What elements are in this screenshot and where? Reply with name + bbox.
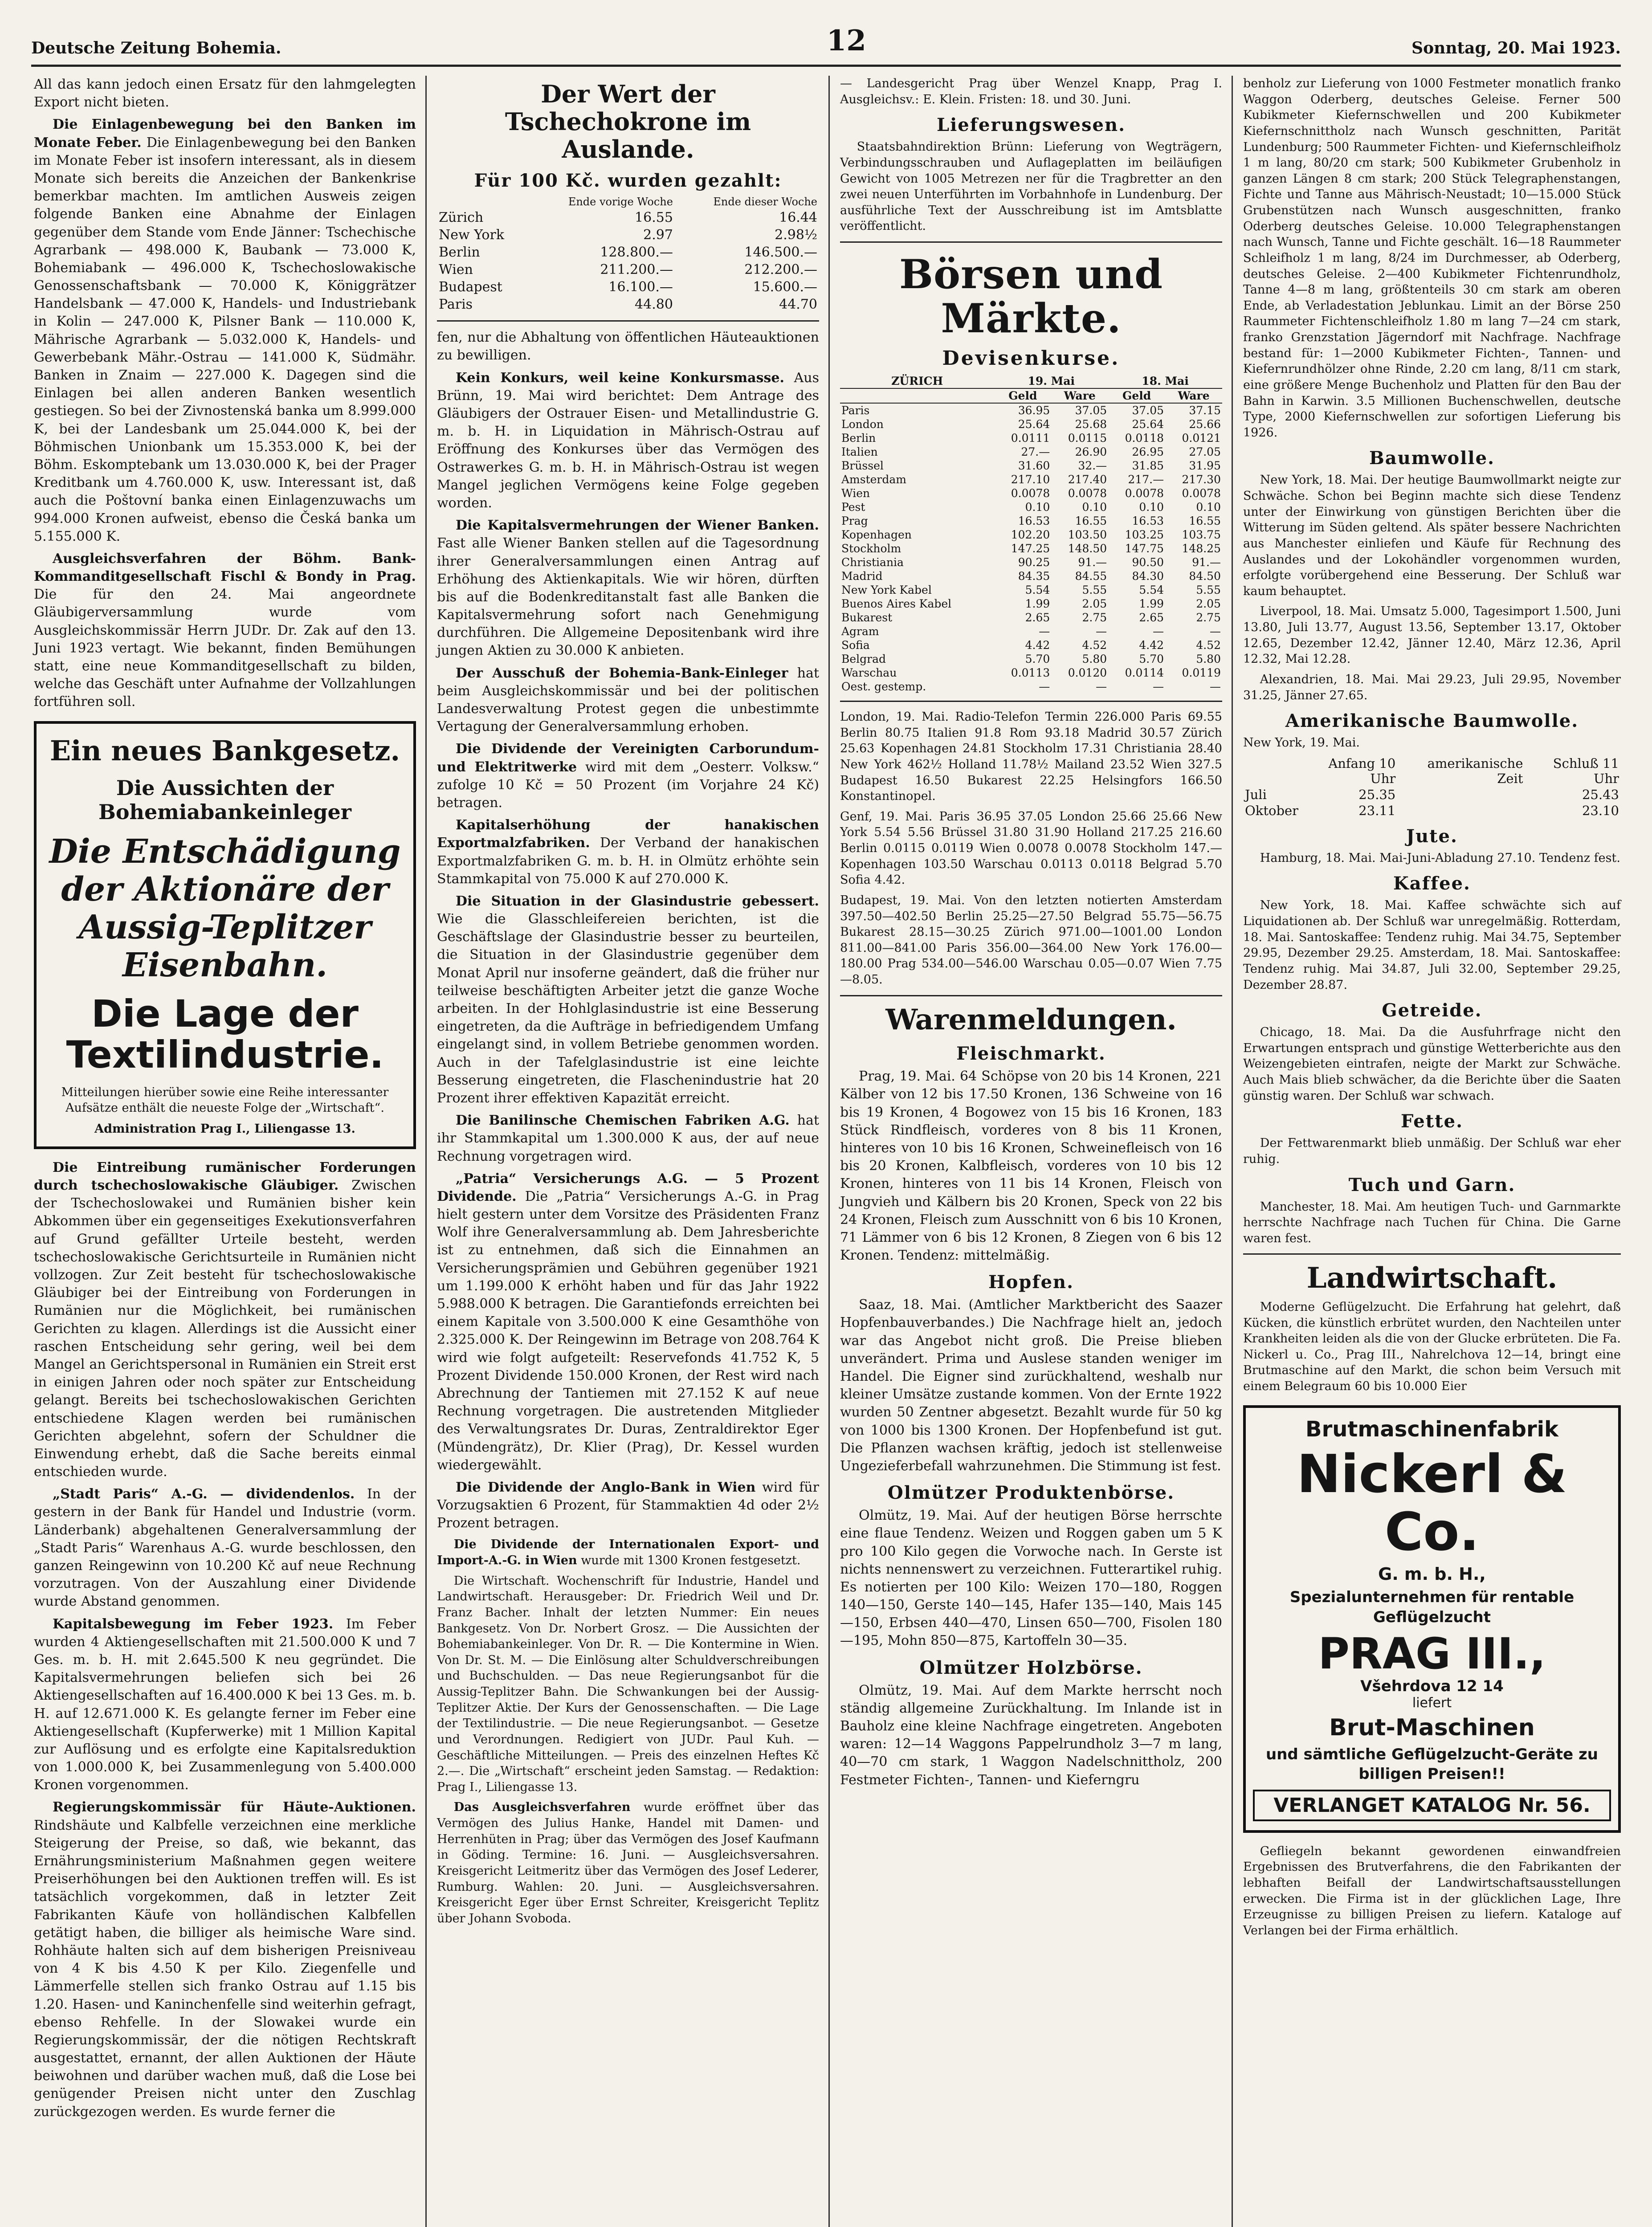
table-row: Berlin 0.0111 0.0115 0.0118 0.0121 bbox=[841, 432, 1221, 445]
article-body: wird für Vorzugsaktien 6 Prozent, für Stammaktien 4d oder 2½ Prozent betragen. bbox=[437, 1479, 819, 1531]
ad-company-name: Nickerl & Co. bbox=[1297, 1443, 1567, 1562]
table-row: Brüssel 31.60 32.— 31.85 31.95 bbox=[841, 459, 1221, 472]
article-holz: Olmütz, 19. Mai. Auf dem Markte herrscht noch ständig allgemeine Zurückhaltung. Im Inlande ist in Bauholz eine kleine Nachfrage eingetreten. Angeboten waren: 12—14 Waggons Pappelrundholz 3—7 m lang, 40—70 cm stark, 1 Waggon Nadelschnittholz, 200 Festmeter Fichten-, Tannen- und Kieferngru bbox=[840, 1682, 1222, 1788]
article-haeute bbox=[34, 1799, 416, 2121]
table-row: Madrid 84.35 84.55 84.30 84.50 bbox=[841, 570, 1221, 583]
ad-headline: Ein neues Bankgesetz. bbox=[49, 734, 400, 767]
ad-city: PRAG III., bbox=[1318, 1628, 1546, 1679]
ad-product: Brut-Maschinen bbox=[1329, 1714, 1535, 1742]
table-row: Belgrad 5.70 5.80 5.70 5.80 bbox=[841, 653, 1221, 665]
subheading-fleisch: Fleischmarkt. bbox=[956, 1043, 1106, 1065]
article-body: Rindshäute und Kalbfelle verzeichnen eine merkliche Steigerung der Preise, so daß, wie bekannt, das Ernährungsministerium Maßnahmen gegen weitere Preiserhöhungen bei den Auktionen treffen will. Es ist tatsächlich vorgekommen, daß in letzter Zeit Fabrikanten Käufe von holländischen Kalbfellen getätigt haben, die billiger als heimische Ware sind. Rohhäute halten sich auf dem bisherigen Preisniveau von 4 K bis 4.50 K per Kilo. Ziegenfelle und Lämmerfelle stellen sich franko Ostrau auf 1.15 bis 1.20. Hasen- und Kaninchenfelle sind weiterhin gefragt, ebenso Rehfelle. In der Slowakei wurde ein Regierungskommissär, der die nötigen Rechtskraft ausgestattet, ernannt, der allen Auktionen der Häute beiwohnen und darüber wachen muß, daß die Lose bei genügender Preisen nicht unter den Zuschlag zurückgezogen werden. Es wurde ferner die bbox=[34, 1817, 416, 2120]
issue-date: Sonntag, 20. Mai 1923. bbox=[1411, 39, 1621, 57]
article-body: hat ihr Stammkapital um 1.300.000 K aus, der auf neue Rechnung vorgetragen wird. bbox=[437, 1113, 819, 1164]
table-row: New York 2.97 2.98½ bbox=[439, 227, 817, 243]
article-title: Die Dividende der Internationalen Export- und Import-A.-G. in Wien bbox=[437, 1538, 819, 1568]
ad-address: Administration Prag I., Liliengasse 13. bbox=[94, 1122, 355, 1136]
devisen-heading: Devisenkurse. bbox=[942, 347, 1120, 370]
article-einlagen bbox=[34, 116, 416, 546]
subheading-tuch: Tuch und Garn. bbox=[1348, 1174, 1516, 1195]
ad-line: Die Aussichten der Bohemiabankeinleger bbox=[98, 775, 352, 824]
table-row: Buenos Aires Kabel 1.99 2.05 1.99 2.05 bbox=[841, 597, 1221, 610]
krone-col-header: Ende dieser Woche bbox=[713, 196, 817, 208]
krone-table-subtitle: Für 100 Kč. wurden gezahlt: bbox=[474, 170, 782, 192]
devisen-place: ZÜRICH bbox=[840, 374, 994, 388]
devisen-date: 19. Mai bbox=[994, 374, 1108, 388]
article-title: Die Kapitalsvermehrungen der Wiener Banken. bbox=[456, 518, 819, 534]
article-patria bbox=[437, 1170, 819, 1474]
article-title: Die Dividende der Anglo-Bank in Wien bbox=[456, 1479, 756, 1495]
divider bbox=[1243, 1253, 1621, 1255]
article-getreide: Chicago, 18. Mai. Da die Ausfuhrfrage nicht den Erwartungen entsprach und günstige Wetterberichte aus den Weizengebieten eintrafen, neigte der Markt zur Schwäche. Auch Mais blieb schwächer, da die Berichte über die Saaten günstig waren. Der Schluß war schwach. bbox=[1243, 1025, 1621, 1103]
table-row: Sofia 4.42 4.52 4.42 4.52 bbox=[841, 639, 1221, 652]
article-body: Wie die Glasschleifereien berichten, ist die Geschäftslage der Glasindustrie besser zu beurteilen, die Situation in der Glasindustrie gegenüber dem Monat April nur insoferne geändert, daß die früher nur teilweise beschäftigten Arbeiter jetzt die ganze Woche arbeiten. In der Hohlglasindustrie ist eine Besserung eingetreten, da die Aufträge in befriedigendem Umfang eingelangt sind, in vollem Betriebe genommen worden. Auch in der Tafelglasindustrie ist eine leichte Besserung eingetreten, die Flaschenindustrie hat 20 Prozent ihrer effektiven Kapazität erreicht. bbox=[437, 911, 819, 1106]
devisen-table: ZÜRICH 19. Mai 18. Mai Geld Ware Geld Ware Paris 36.95 37.05 37.05 37.15 London 25.64 25.68 25.64 25.66 Berlin 0.0111 0.0115 0.0118 0.0121 Italien 27.— 26.90 26.95 27.05 Brüssel 31.60 32.— 31.85 31.95 Amsterdam 217.10 217.40 217.— 217.30 Wien 0.0078 0.0078 0.0078 0.0078 Pest 0.10 0.10 0.10 0.10 Prag 16.53 16.55 16.53 16.55 Kopenhagen 102.20 103.50 103.25 103.75 Stockholm 147.25 148.50 147.75 148.25 Christiania 90.25 91.— 90.50 91.— Madrid 84.35 84.55 84.30 84.50 New York Kabel 5.54 5.55 5.54 5.55 Buenos Aires Kabel 1.99 2.05 1.99 2.05 Bukarest 2.65 2.75 2.65 2.75 Agram — — — — Sofia 4.42 4.52 4.42 4.52 Belgrad 5.70 5.80 5.70 5.80 Warschau 0.0113 0.0120 0.0114 0.0119 Oest. gestemp. — — — — bbox=[840, 374, 1222, 693]
article-body: hat beim Ausgleichskommissär und bei der politischen Landesverwaltung Protest gegen die unbestimmte Vertagung der Generalversammlung erhoben. bbox=[437, 665, 819, 735]
subheading-baumwolle: Baumwolle. bbox=[1369, 448, 1495, 469]
article-wirtschaft: Die Wirtschaft. Wochenschrift für Industrie, Handel und Landwirtschaft. Herausgeber: Dr. Friedrich Weil und Dr. Franz Bacher. Inhalt der letzten Nummer: Ein neues Bankgesetz. Von Dr. Norbert Grosz. — Die Aussichten der Bohemiabankeinleger. Von Dr. R. — Die Kontermine in Wien. Von Dr. St. M. — Die Einlösung alter Schuldverschreibungen und Buchschulden. — Das neue Regierungsanbot für die Aussig-Teplitzer Bahn. Die Schwankungen bei der Aussig-Teplitzer Aktie. Der Kurs der Genossenschaften. — Die Lage der Textilindustrie. — Die neue Regierungsanbot. — Gesetze und Verordnungen. Redigiert von JUDr. Paul Kuh. — Geschäftliche Mitteilungen. — Preis des einzelnen Heftes Kč 2.—. Die „Wirtschaft“ erscheint jeden Samstag. — Redaktion: Prag I., Liliengasse 13. bbox=[437, 1574, 819, 1794]
article-fleisch: Prag, 19. Mai. 64 Schöpse von 20 bis 14 Kronen, 221 Kälber von 12 bis 17.50 Kronen, 136 Schweine von 16 bis 19 Kronen, 4 Bogowez von 15 bis 16 Kronen, 183 Stück Rindfleisch, vorderes von 8 bis 11 Kronen, hinteres von 10 bis 16 Kronen, Schweinefleisch von 16 bis 20 Kronen, Kalbfleisch, vorderes von 10 bis 12 Kronen, hinteres von 11 bis 14 Kronen, Fleisch von Jungvieh und Kälbern bis 20 Kronen, Speck von 22 bis 24 Kronen, Fleisch zum Ausschnitt von 6 bis 10 Kronen, 71 Lämmer von 6 bis 12 Kronen, 8 Ziegen von 6 bis 12 Kronen. Tendenz: mittelmäßig. bbox=[840, 1069, 1222, 1264]
krone-table-title: Der Wert der Tschechokrone im Auslande. bbox=[505, 80, 751, 164]
article-body: Der Verband der hanakischen Exportmalzfabriken G. m. b. H. in Olmütz erhöhte sein Stammkapital von 75.000 K auf 270.000 K. bbox=[437, 835, 819, 887]
divider bbox=[840, 701, 1222, 702]
ad-line: und sämtliche Geflügelzucht-Geräte zu billigen Preisen!! bbox=[1266, 1746, 1598, 1783]
subheading-getreide: Getreide. bbox=[1382, 1000, 1482, 1021]
table-row: Bukarest 2.65 2.75 2.65 2.75 bbox=[841, 611, 1221, 624]
article-title: Kein Konkurs, weil keine Konkursmasse. bbox=[456, 370, 784, 386]
article-hopfen: Saaz, 18. Mai. (Amtlicher Marktbericht des Saazer Hopfenbauverbandes.) Die Nachfrage hielt an, jedoch war das Angebot nicht groß. Die Preise blieben unverändert. Prima und Auslese standen weniger im Handel. Die Eigner sind zurückhaltend, weshalb nur kleiner Umsätze zustande kommen. Von der Ernte 1922 wurden 50 Zentner abgesetzt. Bezahlt wurde für 50 kg von 1000 bis 1300 Kronen. Der Hopfenbefund ist gut. Die Pflanzen wachsen kräftig, jedoch ist stellenweise Ungezieferbefall wahrzunehmen. Die Stimmung ist fest. bbox=[840, 1297, 1222, 1474]
article-title: Die Einlagenbewegung bei den Banken im Monate Feber. bbox=[34, 117, 416, 151]
table-row: Paris 44.80 44.70 bbox=[439, 297, 817, 313]
column-1 bbox=[31, 76, 419, 2227]
article-alexandrien: Alexandrien, 18. Mai. Mai 29.23, Juli 29.95, November 31.25, Jänner 27.65. bbox=[1243, 672, 1621, 702]
column-3 bbox=[837, 76, 1225, 2227]
subheading-am-baumwolle: Amerikanische Baumwolle. bbox=[1285, 710, 1579, 732]
article-title: Regierungskommissär für Häute-Auktionen. bbox=[53, 1799, 416, 1815]
table-row: Agram — — — — bbox=[841, 625, 1221, 638]
divider bbox=[437, 320, 819, 322]
article-hanakisch bbox=[437, 816, 819, 888]
article-body: Im Feber wurden 4 Aktiengesellschaften mit 21.500.000 K und 7 Ges. m. b. H. mit 2.645.500 K neu gegründet. Die Kapitalsvermehrungen beliefen sich bei 26 Aktiengesellschaften auf 16.400.000 K bei 13 Ges. m. b. H. auf 12.671.000 K. Es gelangte ferner im Feber eine Aktiengesellschaft (Kupferwerke) mit 1 Million Kapital zur Auflösung und es erfolgte eine Kapitalsreduktion von 1.000.000 K, bei Zusammenlegung von 5.400.000 Kronen vorgenommen. bbox=[34, 1616, 416, 1793]
article-body: Zwischen der Tschechoslowakei und Rumänien bisher kein Abkommen über ein gegenseitiges Exekutionsverfahren auf Grund gefällter Urteile besteht, werden tschechoslowakische Gerichtsurteile in Rumänien nicht vollzogen. Zur Zeit besteht für tschechoslowakische Gläubiger bei der Eintreibung von Forderungen in Rumänien nur die Möglichkeit, bei rumänischen Gerichten zu klagen. Allerdings ist die Aussicht einer raschen Entscheidung sehr gering, weil bei dem Mangel an Gerichtspersonal in Rumänien ein Streit erst in einigen Jahren oder noch später zur Entscheidung gelangt. Bereits bei tschechoslowakischen Gerichten entschiedene Klagen werden bei rumänischen Gerichten abgelehnt, sofern der Schuldner die Einwendung erhebt, daß die Sache bereits einmal entschieden wurde. bbox=[34, 1178, 416, 1480]
paper-name: Deutsche Zeitung Bohemia. bbox=[31, 39, 281, 57]
table-row: New York Kabel 5.54 5.55 5.54 5.55 bbox=[841, 583, 1221, 596]
article-jute: Hamburg, 18. Mai. Mai-Juni-Abladung 27.10. Tendenz fest. bbox=[1260, 851, 1620, 865]
article-tuch: Manchester, 18. Mai. Am heutigen Tuch- und Garnmarkte herrschte Nachfrage nach Tuchen für China. Die Garne waren fest. bbox=[1243, 1199, 1621, 1245]
table-row: Christiania 90.25 91.— 90.50 91.— bbox=[841, 556, 1221, 569]
article-ausgleichsverfahren bbox=[437, 1799, 819, 1926]
article-body: Die „Patria“ Versicherungs A.-G. in Prag hielt gestern unter dem Vorsitze des Präsidenten Franz Wolf ihre Generalversammlung ab. Dem Jahresberichte ist zu entnehmen, daß sich die Einnahmen an Versicherungsprämien und Gebühren gegenüber 1921 um 1.199.000 K erhöht haben und für das Jahr 1922 5.988.000 K betragen. Die Garantiefonds erreichten bei einem Kapitale von 3.500.000 K eine Gesamthöhe von 2.325.000 K. Der Reingewinn im Betrage von 208.764 K wird wie folgt aufgeteilt: Reservefonds 41.752 K, 5 Prozent Dividende 150.000 Kronen, der Rest wird nach Abrechnung der Tantiemen mit 27.152 K auf neue Rechnung vorgetragen. Die austretenden Mitglieder des Verwaltungsrates Dr. Duras, Zentraldirektor Eger (Mündengrätz), Dr. Klier (Prag), Dr. Kessel wurden wiedergewählt. bbox=[437, 1188, 819, 1473]
article-body: In der gestern in der Bank für Handel und Industrie (vorm. Länderbank) abgehaltenen Generalversammlung der „Stadt Paris“ Warenhaus A.-G. wurde beschlossen, den ganzen Reingewinn von 10.200 Kč auf neue Rechnung vorzutragen. Von der Auszahlung einer Dividende wurde Abstand genommen. bbox=[34, 1486, 416, 1610]
article-title: Die Eintreibung rumänischer Forderungen durch tschechoslowakische Gläubiger. bbox=[34, 1159, 416, 1194]
article-title: „Stadt Paris“ A.-G. — dividendenlos. bbox=[53, 1486, 355, 1502]
article-text: — Landesgericht Prag über Wenzel Knapp, Prag I. Ausgleichsv.: E. Klein. Fristen: 18. und 30. Juni. bbox=[840, 77, 1222, 106]
column-4 bbox=[1240, 76, 1623, 2227]
article-olmuetz: Olmütz, 19. Mai. Auf der heutigen Börse herrschte eine flaue Tendenz. Weizen und Roggen gaben um 5 K pro 100 Kilo gegen die Vorwoche nach. In Gerste ist nichts nennenswert zu verzeichnen. Futterartikel ruhig. Es notierten per 100 Kilo: Weizen 170—180, Roggen 140—150, Gerste 140—145, Hafer 135—140, Mais 145—150, Erbsen 440—470, Linsen 650—700, Fisolen 180—195, Mohn 850—875, Kartoffeln 30—35. bbox=[840, 1508, 1222, 1649]
article-title: Kapitalserhöhung der hanakischen Exportmalzfabriken. bbox=[437, 817, 819, 851]
article-text: fen, nur die Abhaltung von öffentlichen Häuteauktionen zu bewilligen. bbox=[437, 330, 819, 363]
table-row: Wien 0.0078 0.0078 0.0078 0.0078 bbox=[841, 487, 1221, 500]
article-intl-export bbox=[437, 1537, 819, 1568]
page-number: 12 bbox=[826, 24, 866, 57]
table-row: Pest 0.10 0.10 0.10 0.10 bbox=[841, 501, 1221, 514]
cotton-subtitle: New York, 19. Mai. bbox=[1243, 736, 1360, 750]
table-row: Oest. gestemp. — — — — bbox=[841, 680, 1221, 693]
table-row: Prag 16.53 16.55 16.53 16.55 bbox=[841, 514, 1221, 527]
nickerl-advertisement bbox=[1243, 1405, 1621, 1833]
ad-note: Mitteilungen hierüber sowie eine Reihe interessanter Aufsätze enthält die neueste Folge der „Wirtschaft“. bbox=[61, 1085, 389, 1115]
article-stadt-paris bbox=[34, 1485, 416, 1611]
section-heading-lieferung: Lieferungswesen. bbox=[936, 114, 1126, 136]
market-london: London, 19. Mai. Radio-Telefon Termin 226.000 Paris 69.55 Berlin 80.75 Italien 91.8 Rom 93.18 Madrid 30.57 Zürich 25.63 Kopenhagen 24.81 Stockholm 17.31 Christiania 28.40 New York 462½ Holland 11.78½ Mailand 23.52 Wien 327.5 Budapest 16.50 Bukarest 22.25 Helsingfors 166.50 Konstantinopel. bbox=[840, 710, 1222, 804]
krone-col-header: Ende vorige Woche bbox=[568, 196, 673, 208]
article-gefluegel-end: Gefliegeln bekannt gewordenen einwandfreien Ergebnissen des Brutverfahrens, die den Fabrikanten der lebhaften Beifall der Landwirtschaftsausstellungen erwecken. Die Firma ist in der glücklichen Lage, Ihre Erzeugnisse zu billigen Preisen zu liefern. Kataloge auf Verlangen bei der Firma erhältlich. bbox=[1243, 1844, 1621, 1937]
market-genf: Genf, 19. Mai. Paris 36.95 37.05 London 25.66 25.66 New York 5.54 5.56 Brüssel 31.80 31.90 Holland 217.25 216.60 Berlin 0.0115 0.0119 Wien 0.0078 0.0078 Stockholm 147.— Kopenhagen 103.50 Warschau 0.0113 0.0118 Belgrad 5.70 Sofia 4.42. bbox=[840, 809, 1222, 887]
article-body: Fast alle Wiener Banken stellen auf die Tagesordnung ihrer Generalversammlungen einen Antrag auf Erhöhung des Aktienkapitals. Wie wir hören, dürften bis auf die Bodenkreditanstalt fast alle Banken die Kapitalsvermehrung sofort nach Genehmigung durchführen. Die Allgemeine Depositenbank wird ihre jungen Aktien zu 30.000 K anbieten. bbox=[437, 535, 819, 659]
article-title: Kapitalsbewegung im Feber 1923. bbox=[53, 1616, 334, 1632]
column-rule bbox=[828, 76, 830, 2227]
table-row: Italien 27.— 26.90 26.95 27.05 bbox=[841, 445, 1221, 458]
article-carborundum bbox=[437, 740, 819, 812]
subheading-olmuetz: Olmützer Produktenbörse. bbox=[887, 1482, 1175, 1504]
cotton-table: Anfang 10 Uhr amerikanische Zeit Schluß 11 Uhr Juli 25.35 25.43 Oktober 23.11 23.10 bbox=[1243, 755, 1621, 819]
article-title: Das Ausgleichsverfahren bbox=[453, 1800, 631, 1815]
article-intro: All das kann jedoch einen Ersatz für den lahmgelegten Export nicht bieten. bbox=[34, 77, 416, 110]
wirtschaft-advertisement bbox=[34, 721, 416, 1149]
table-row: Berlin 128.800.— 146.500.— bbox=[439, 245, 817, 261]
article-gefluegel: Moderne Geflügelzucht. Die Erfahrung hat gelehrt, daß Kücken, die künstlich erbrütet wurden, den Nachteilen unter Krankheiten leiden als die von der Glucke erbrüteten. Die Fa. Nickerl u. Co., Prag III., Nahrelchova 12—14, bringt eine Brutmaschine auf den Markt, die schon beim Versuch mit einem Belegraum 60 bis 10.000 Eier bbox=[1243, 1300, 1621, 1394]
section-heading-boersen: Börsen und Märkte. bbox=[899, 251, 1163, 342]
article-glasindustrie bbox=[437, 893, 819, 1107]
article-liverpool: Liverpool, 18. Mai. Umsatz 5.000, Tagesimport 1.500, Juni 13.80, Juli 13.77, August 13.56, September 13.17, Oktober 12.65, Dezember 12.42, Jänner 12.40, März 12.36, April 12.32, Mai 12.28. bbox=[1243, 604, 1621, 666]
ad-line: G. m. b. H., bbox=[1378, 1564, 1486, 1584]
article-body: Die Einlagenbewegung bei den Banken im Monate Feber ist insofern interessant, als in diesem Monate sich bereits die Anzeichen der Bankenkrise bemerkbar machten. Im amtlichen Ausweis zeigen folgende Banken eine Abnahme der Einlagen gegenüber dem Stande vom Ende Jänner: Tschechische Agrarbank — 498.000 K, Baubank — 73.000 K, Bohemiabank — 496.000 K, Tschechoslowakische Genossenschaftsbank — 70.000 K, Königgrätzer Handelsbank — 47.000 K, Handels- und Industriebank in Kolin — 247.000 K, Pilsner Bank — 110.000 K, Mährische Agrarbank — 5.032.000 K, Handels- und Gewerbebank Mähr.-Ostrau — 141.000 K, Südmähr. Banken in Znaim — 227.000 K. Dagegen sind die Einlagen bei allen anderen Banken wesentlich gestiegen. So bei der Zivnostenská banka um 8.999.000 K, bei der Landesbank um 25.044.000 K, bei der Böhmischen Unionbank um 15.353.000 K, bei der Böhm. Eskomptebank um 13.030.000 K, bei der Prager Kreditbank um 4.760.000 K, usw. Interessant ist, daß auch die Poštovní banka einen Einlagenzuwachs um 994.000 Kronen aufweist, ebenso die Česká banka um 5.155.000 K. bbox=[34, 135, 416, 544]
article-kaffee: New York, 18. Mai. Kaffee schwächte sich auf Liquidationen ab. Der Schluß war unregelmäßig. Rotterdam, 18. Mai. Santoskaffee: Tendenz ruhig. Mai 34.75, September 29.95, Dezember 29.25. Amsterdam, 18. Mai. Santoskaffee: Tendenz ruhig. Mai 34.87, Juli 32.00, September 29.25, Dezember 28.87. bbox=[1243, 898, 1621, 992]
article-body: Die für den 24. Mai angeordnete Gläubigerversammlung wurde vom Ausgleichskommissär Herrn JUDr. Dr. Zak auf den 13. Juni 1923 vertagt. Wie bekannt, finden Bemühungen statt, eine neue Kommanditgesellschaft zu bilden, welche das Geschäft unter Aufnahme der Vollzahlungen fortführen soll. bbox=[34, 587, 416, 710]
column-rule bbox=[1232, 76, 1233, 2227]
column-rule bbox=[425, 76, 427, 2227]
article-title: Der Ausschuß der Bohemia-Bank-Einleger bbox=[456, 665, 788, 681]
krone-table bbox=[437, 195, 819, 313]
table-row: Zürich 16.55 16.44 bbox=[439, 210, 817, 226]
article-body: Aus Brünn, 19. Mai wird berichtet: Dem Antrage des Gläubigers der Ostrauer Eisen- und Metallindustrie G. m. b. H. in Liquidation in Mährisch-Ostrau auf Eröffnung des Konkurses über das Vermögen des Ostrawerkes G. m. b. H. in Mährisch-Ostrau ist wegen Mangel jeglichen Vermögens keine Folge gegeben worden. bbox=[437, 370, 819, 511]
article-title: „Patria“ Versicherungs A.G. — 5 Prozent Dividende. bbox=[437, 1171, 819, 1204]
column-2 bbox=[434, 76, 822, 2227]
article-anglo-bank bbox=[437, 1479, 819, 1533]
ad-line: liefert bbox=[1412, 1695, 1452, 1711]
table-row: Amsterdam 217.10 217.40 217.— 217.30 bbox=[841, 473, 1221, 486]
article-banilin bbox=[437, 1112, 819, 1166]
section-heading-waren: Warenmeldungen. bbox=[885, 1003, 1177, 1036]
table-row: Kopenhagen 102.20 103.50 103.25 103.75 bbox=[841, 528, 1221, 541]
article-lieferung: Staatsbahndirektion Brünn: Lieferung von Wegträgern, Verbindungsschrauben und Auflageplatten im beiläufigen Gewicht von 1005 Metrezen ner für die Tragbretter an den zwei neuen Unterführten im Vorbahnhofe in Lundenburg. Der ausführliche Text der Ausschreibung ist im Amtsblatte veröffentlicht. bbox=[840, 140, 1222, 233]
divider bbox=[840, 995, 1222, 996]
ad-line: Spezialunternehmen für rentable Geflügelzucht bbox=[1289, 1588, 1574, 1626]
subheading-holz: Olmützer Holzbörse. bbox=[919, 1657, 1143, 1678]
article-title: Die Banilinsche Chemischen Fabriken A.G. bbox=[456, 1113, 790, 1129]
article-konkurs bbox=[437, 369, 819, 513]
article-wiener-banken bbox=[437, 517, 819, 660]
table-row: Paris 36.95 37.05 37.05 37.15 bbox=[841, 404, 1221, 417]
article-title: Die Dividende der Vereinigten Carborundum- und Elektritwerke bbox=[437, 741, 819, 775]
article-body: wird mit dem „Oesterr. Volksw.“ zufolge 10 Kč = 50 Prozent (im Vorjahre 24 Kč) betragen. bbox=[437, 759, 819, 811]
subheading-kaffee: Kaffee. bbox=[1393, 873, 1471, 894]
article-bohemia bbox=[437, 665, 819, 736]
ad-catalog: VERLANGET KATALOG Nr. 56. bbox=[1253, 1790, 1611, 1821]
subheading-hopfen: Hopfen. bbox=[988, 1272, 1074, 1293]
table-row: Stockholm 147.25 148.50 147.75 148.25 bbox=[841, 542, 1221, 555]
ad-line: Brutmaschinenfabrik bbox=[1305, 1416, 1558, 1442]
table-row: London 25.64 25.68 25.64 25.66 bbox=[841, 418, 1221, 431]
article-baumwolle: New York, 18. Mai. Der heutige Baumwollmarkt neigte zur Schwäche. Schon bei Beginn machte sich diese Tendenz unter der Einwirkung von günstigen Berichten über die Witterung im Süden geltend. Als später bessere Nachrichten aus Manchester einliefen und Käufe für Rechnung des Auslandes und der Lokohändler vorgenommen wurden, erfolgte vorübergehend eine Besserung. Der Schluß war kaum behauptet. bbox=[1243, 473, 1621, 598]
article-kapital bbox=[34, 1615, 416, 1795]
page-header bbox=[31, 18, 1621, 67]
table-row: Wien 211.200.— 212.200.— bbox=[439, 262, 817, 278]
table-row: Warschau 0.0113 0.0120 0.0114 0.0119 bbox=[841, 666, 1221, 679]
devisen-date: 18. Mai bbox=[1108, 374, 1222, 388]
section-heading-landwirtschaft: Landwirtschaft. bbox=[1306, 1261, 1558, 1295]
subheading-jute: Jute. bbox=[1406, 825, 1458, 847]
ad-address: Všehrdova 12 14 bbox=[1360, 1677, 1504, 1696]
article-title: Die Situation in der Glasindustrie gebessert. bbox=[456, 893, 819, 909]
ad-line: Die Entschädigung der Aktionäre der Aussig-Teplitzer Eisenbahn. bbox=[49, 832, 401, 984]
divider bbox=[840, 241, 1222, 243]
market-budapest: Budapest, 19. Mai. Von den letzten notierten Amsterdam 397.50—402.50 Berlin 25.25—27.50 Belgrad 55.75—56.75 Bukarest 28.15—30.25 Zürich 971.00—1001.00 London 811.00—841.00 Paris 356.00—364.00 New York 176.00—180.00 Prag 534.00—546.00 Warschau 0.05—0.07 Wien 7.75—8.05. bbox=[840, 893, 1222, 987]
table-row: Budapest 16.100.— 15.600.— bbox=[439, 279, 817, 295]
ad-line: Die Lage der Textilindustrie. bbox=[66, 991, 384, 1077]
article-ausgleich bbox=[34, 550, 416, 711]
article-body: wurde mit 1300 Kronen festgesetzt. bbox=[581, 1554, 801, 1568]
subheading-fette: Fette. bbox=[1401, 1111, 1463, 1132]
article-fette: Der Fettwarenmarkt blieb unmäßig. Der Schluß war eher ruhig. bbox=[1243, 1136, 1621, 1166]
table-row: Juli 25.35 25.43 bbox=[1245, 787, 1619, 802]
article-title: Ausgleichsverfahren der Böhm. Bank-Kommanditgesellschaft Fischl & Bondy in Prag. bbox=[34, 551, 416, 585]
article-holz-continued: benholz zur Lieferung von 1000 Festmeter monatlich franko Waggon Oderberg, deutsches Geleise. Ferner 500 Kubikmeter Kiefernschwellen und 200 Kubikmeter Kiefernschnittholz nach Wunsch geschnitten, Parität Lundenburg; 500 Raummeter Fichten- und Kiefernschleifholz 1 m lang, 80/20 cm stark; 500 Kubikmeter Grubenholz in ganzen Längen 8 cm stark; 200 Stück Telegraphenstangen, Fichte und Tanne aus Mährisch-Neustadt; 10—15.000 Stück Grubenstützen nach Wunsch ausgeschnitten, franko Oderberg deutsches Geleise. 10.000 Telegraphenstangen nach Wunsch, Tanne und Fichte geschält. 16—18 Raummeter Schleifholz 1 m lang, 8/24 im Durchmesser, ab Oderberg, deutsches Geleise. 2—400 Kubikmeter Fichtenrundholz, Tanne 4—8 m lang, größtenteils 30 cm stark am oberen Ende, ab Verladestation Jeblunkau. Limit an der Börse 250 Raummeter Fichtenschleifholz 1.80 m lang 7—24 cm stark, franko Grenzstation Jägerndorf mit Nachfrage. Nachfrage bestand für: 1—2000 Kubikmeter Fichten-, Tannen- und Kiefernrundhölzer ohne Rinde, 2.20 cm lang, 8/11 cm stark, eine größere Menge Buchenholz und Platten für den Bau der Bahn in Karwin. 3.5 Millionen Buchenschwellen, deutsche Type, 2000 Kiefernschwellen zur sofortigen Lieferung bis 1926. bbox=[1243, 77, 1621, 440]
article-body: wurde eröffnet über das Vermögen des Julius Hanke, Handel mit Damen- und Herrenhüten in Prag; über das Vermögen des Josef Kaufmann in Göding. Termine: 16. Juni. — Ausgleichsversahren. Kreisgericht Leitmeritz über das Vermögen des Josef Lederer, Rumburg. Wahlen: 20. Juni. — Ausgleichsversahren. Kreisgericht Eger über Ernst Schreiter, Kreisgericht Teplitz über Johann Svoboda. bbox=[437, 1800, 819, 1925]
article-rumaenien bbox=[34, 1159, 416, 1481]
table-row: Oktober 23.11 23.10 bbox=[1245, 803, 1619, 818]
